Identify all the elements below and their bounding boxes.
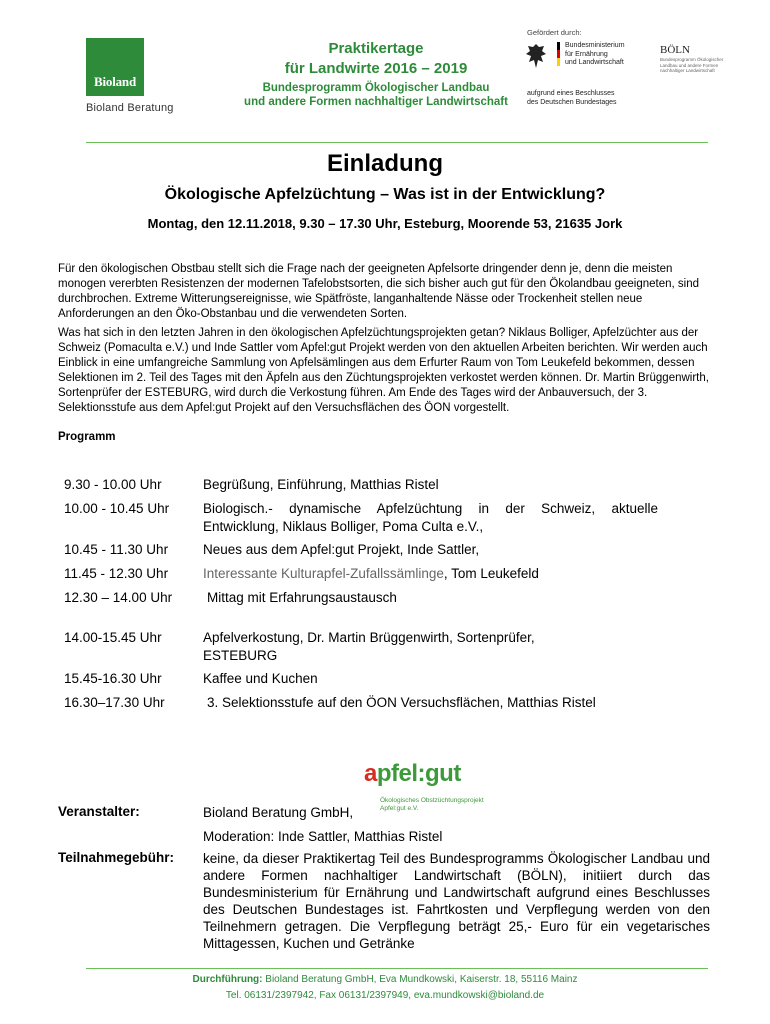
schedule-item <box>203 565 658 583</box>
german-flag-icon <box>557 42 560 66</box>
schedule-item-speaker: , Tom Leukefeld <box>443 566 539 581</box>
moderation-line: Moderation: Inde Sattler, Matthias Ristel <box>203 829 443 844</box>
header-title-line1: Praktikertage <box>328 40 424 57</box>
schedule-time: 16.30–17.30 Uhr <box>64 695 165 710</box>
schedule-time: 12.30 – 14.00 Uhr <box>64 590 173 605</box>
fee-value: keine, da dieser Praktikertag Teil des Bundesprogramms Ökologischer Landbau und andere Formen nachhaltiger Landwirtschaft (BÖLN), initiiert durch das Bundesministerium für Ernährung und Landwirtschaft aufgrund eines Beschlusses des Deutschen Bundestages ist. Fahrtkosten und Verpflegung werden von den Teilnehmern getragen. Die Verpflegung beträgt 25,- Euro für ein vegetarisches Mittagessen, Kuchen und Getränke <box>203 851 710 951</box>
apfelgut-logo-text: pfel:gut <box>376 760 461 787</box>
schedule-time: 9.30 - 10.00 Uhr <box>64 477 162 492</box>
schedule-time: 10.00 - 10.45 Uhr <box>64 501 170 516</box>
organizer-label: Veranstalter: <box>58 804 140 819</box>
intro-paragraph-1: Für den ökologischen Obstbau stellt sich die Frage nach der geeigneten Apfelsorte dringender denn je, denn die meisten monogen vererbten Resistenzen der modernen Tafelobstsorten, die sich bisher auch gut für den Ökolandbau geeigneten, sind durchbrochen. Extreme Witterungsereignisse, wie Spätfröste, langanhaltende Nässe oder Trockenheit stellen neue Anforderungen an den Öko-Obstanbau und die verwendeten Sorten. <box>58 263 700 320</box>
schedule-item-highlight: Interessante Kulturapfel-Zufallssämlinge <box>203 566 444 581</box>
footer-divider <box>86 968 708 969</box>
intro-paragraph-2: Was hat sich in den letzten Jahren in den ökologischen Apfelzüchtungsprojekten getan? Niklaus Bolliger, Apfelzüchter aus der Schweiz (Pomaculta e.V.) und Inde Sattler vom Apfel:gut Projekt werden von den aktuellen Arbeiten berichten. Wir werden auch Einblick in eine umfangreiche Sammlung von Apfelsämlingen aus dem Erfurter Raum von Tom Leukefeld bekommen, dessen Selektionen im 2. Teil des Tages mit den Äpfeln aus den Züchtungsprojekten verkostet werden können. Dr. Martin Brüggenwirth, Sortenprüfer der ESTEBURG, wird durch die Verkostung führen. Am Ende des Tages wird der Anbauversuch, der 3. Selektionsstufe aus dem Apfel:gut Projekt auf den Versuchsflächen des ÖON vorgestellt. <box>58 327 709 414</box>
apfelgut-logo <box>364 760 461 788</box>
schedule-item: Kaffee und Kuchen <box>203 671 318 686</box>
schedule-item: Begrüßung, Einführung, Matthias Ristel <box>203 477 439 492</box>
header-program-line1: Bundesprogramm Ökologischer Landbau <box>262 82 490 94</box>
ministry-name: Bundesministerium für Ernährung und Landwirtschaft <box>565 42 625 66</box>
bioland-logo <box>86 38 144 96</box>
bioland-logo-text: Bioland <box>94 74 136 89</box>
boeln-logo: BÖLN <box>660 44 690 56</box>
program-heading: Programm <box>58 431 116 443</box>
schedule-item: Apfelverkostung, Dr. Martin Brüggenwirth, Sortenprüfer, ESTEBURG <box>203 630 535 663</box>
schedule-item: Biologisch.- dynamische Apfelzüchtung in der Schweiz, aktuelle Entwicklung, Niklaus Bolliger, Poma Culta e.V., <box>203 501 658 534</box>
schedule-time: 15.45-16.30 Uhr <box>64 671 162 686</box>
bundestag-resolution-note: aufgrund eines Beschlusses des Deutschen Bundestages <box>527 90 617 106</box>
footer-contact: Tel. 06131/2397942, Fax 06131/2397949, eva.mundkowski@bioland.de <box>225 990 545 1001</box>
header-divider <box>86 142 708 143</box>
invitation-title: Einladung <box>327 150 443 177</box>
footer-line1 <box>0 974 770 985</box>
funded-by-label: Gefördert durch: <box>527 28 582 37</box>
schedule-item: Mittag mit Erfahrungsaustausch <box>207 590 397 605</box>
event-date-location: Montag, den 12.11.2018, 9.30 – 17.30 Uhr, Esteburg, Moorende 53, 21635 Jork <box>147 216 623 231</box>
schedule-time: 11.45 - 12.30 Uhr <box>64 566 169 581</box>
boeln-subtitle: Bundesprogramm Ökologischer Landbau und andere Formen nachhaltiger Landwirtschaft <box>660 57 724 73</box>
apfelgut-logo-apple: a <box>364 760 377 787</box>
bioland-beratung-label: Bioland Beratung <box>86 102 174 114</box>
footer-address: Bioland Beratung GmbH, Eva Mundkowski, Kaiserstr. 18, 55116 Mainz <box>262 974 578 985</box>
header-program-line2: und andere Formen nachhaltiger Landwirtschaft <box>244 96 508 108</box>
footer-label: Durchführung: <box>192 974 263 985</box>
schedule-item: 3. Selektionsstufe auf den ÖON Versuchsflächen, Matthias Ristel <box>207 695 596 710</box>
schedule-item: Neues aus dem Apfel:gut Projekt, Inde Sattler, <box>203 542 480 557</box>
apfelgut-tagline: Ökologisches Obstzüchtungsprojekt Apfel:gut e.V. <box>380 797 484 812</box>
federal-eagle-icon <box>524 42 548 70</box>
schedule-time: 14.00-15.45 Uhr <box>64 630 162 645</box>
header-title-line2: für Landwirte 2016 – 2019 <box>284 60 468 77</box>
fee-label: Teilnahmegebühr: <box>58 850 175 865</box>
invitation-subtitle: Ökologische Apfelzüchtung – Was ist in der Entwicklung? <box>164 186 606 203</box>
organizer-value: Bioland Beratung GmbH, <box>203 805 354 820</box>
schedule-time: 10.45 - 11.30 Uhr <box>64 542 169 557</box>
